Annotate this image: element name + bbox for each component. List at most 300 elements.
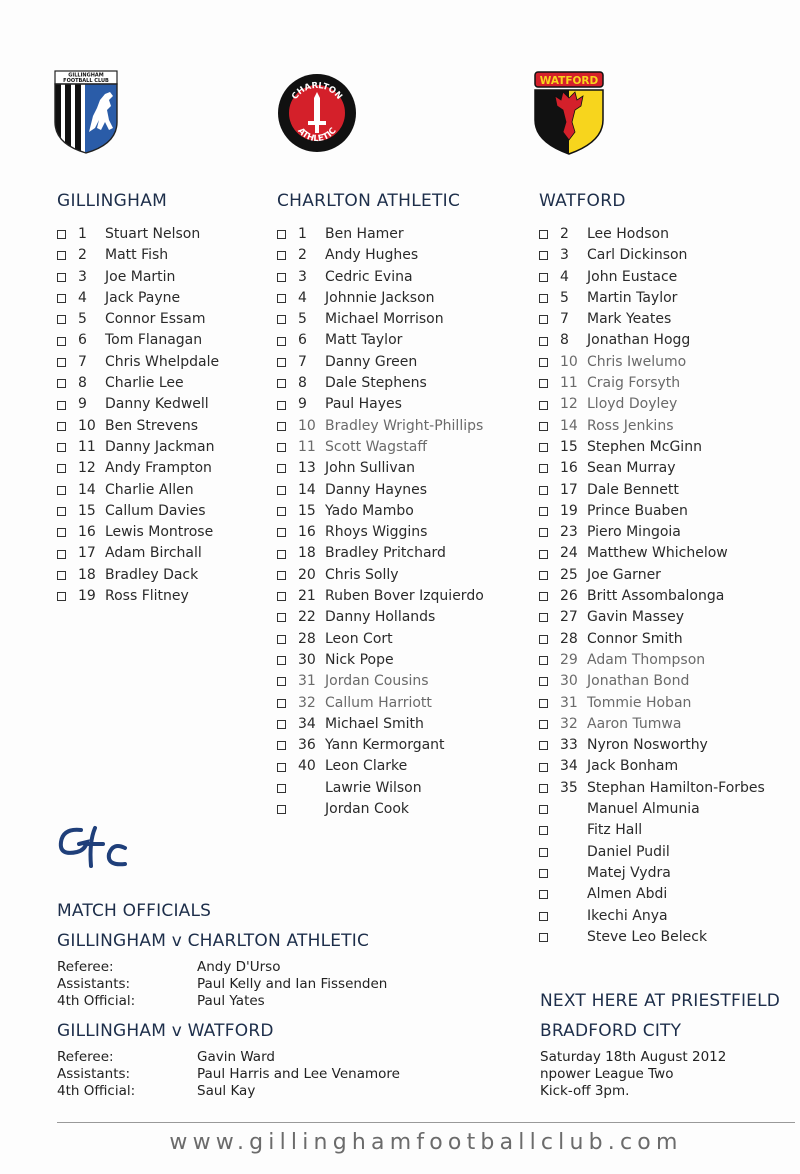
player-row — [57, 565, 219, 586]
player-number: 1 — [298, 226, 307, 242]
player-row — [277, 437, 484, 458]
player-checkbox[interactable] — [277, 677, 286, 686]
player-name: Adam Birchall — [105, 545, 202, 562]
player-row — [539, 330, 765, 351]
player-checkbox[interactable] — [57, 337, 66, 346]
player-checkbox[interactable] — [277, 315, 286, 324]
player-name: Jonathan Bond — [587, 673, 690, 690]
official-name: Paul Harris and Lee Venamore — [197, 1066, 400, 1082]
player-name: Steve Leo Beleck — [587, 928, 708, 945]
player-row — [539, 245, 765, 266]
player-name: Chris Solly — [325, 566, 399, 583]
player-name: Fitz Hall — [587, 822, 643, 839]
player-number: 27 — [560, 609, 578, 626]
player-checkbox[interactable] — [539, 422, 548, 431]
player-checkbox[interactable] — [539, 315, 548, 324]
player-row — [277, 799, 484, 820]
player-number: 19 — [78, 588, 96, 605]
player-name: Michael Morrison — [325, 311, 444, 328]
player-checkbox[interactable] — [277, 550, 286, 559]
player-row — [539, 735, 765, 756]
player-name: Jordan Cousins — [325, 673, 429, 690]
next-match-heading: NEXT HERE AT PRIESTFIELD — [540, 991, 781, 1011]
player-name: Ruben Bover Izquierdo — [325, 588, 484, 605]
player-name: Joe Martin — [105, 268, 176, 285]
svg-text:FOOTBALL CLUB: FOOTBALL CLUB — [63, 78, 109, 84]
player-number: 2 — [560, 226, 569, 242]
player-number: 5 — [78, 311, 87, 328]
player-checkbox[interactable] — [539, 699, 548, 708]
player-name: Aaron Tumwa — [587, 715, 682, 732]
player-checkbox[interactable] — [539, 571, 548, 580]
svg-text:ATHLETIC: ATHLETIC — [295, 126, 339, 145]
player-name: Connor Smith — [587, 630, 683, 647]
official-name: Gavin Ward — [197, 1049, 275, 1065]
player-checkbox[interactable] — [539, 358, 548, 367]
player-row — [277, 245, 484, 266]
player-name: Gavin Massey — [587, 609, 685, 626]
player-name: Matej Vydra — [587, 864, 671, 881]
player-checkbox[interactable] — [539, 550, 548, 559]
player-row — [57, 394, 219, 415]
player-name: John Sullivan — [325, 460, 416, 477]
player-name: Daniel Pudil — [587, 843, 670, 860]
player-number: 9 — [78, 396, 87, 413]
player-number: 29 — [560, 651, 578, 668]
player-checkbox[interactable] — [277, 230, 286, 239]
player-name: Sean Murray — [587, 460, 676, 477]
player-row — [539, 778, 765, 799]
player-name: Britt Assombalonga — [587, 588, 725, 605]
player-checkbox[interactable] — [539, 805, 548, 814]
player-checkbox[interactable] — [539, 273, 548, 282]
player-row — [539, 820, 765, 841]
player-number: 40 — [298, 758, 316, 775]
player-name: Jack Payne — [105, 289, 181, 306]
match-title-gillingham-charlton: GILLINGHAM v CHARLTON ATHLETIC — [57, 931, 370, 951]
player-row — [277, 629, 484, 650]
official-name: Paul Yates — [197, 993, 265, 1009]
player-number: 15 — [78, 502, 96, 519]
player-name: Stephen McGinn — [587, 438, 702, 455]
player-row — [277, 735, 484, 756]
player-number: 7 — [560, 311, 569, 328]
player-row — [57, 267, 219, 288]
player-checkbox[interactable] — [277, 401, 286, 410]
svg-text:WATFORD: WATFORD — [539, 75, 599, 87]
player-number: 16 — [298, 524, 316, 541]
player-checkbox[interactable] — [539, 784, 548, 793]
player-checkbox[interactable] — [539, 656, 548, 665]
player-row — [277, 714, 484, 735]
player-checkbox[interactable] — [539, 464, 548, 473]
player-row — [539, 267, 765, 288]
player-name: Rhoys Wiggins — [325, 524, 428, 541]
player-name: Craig Forsyth — [587, 375, 681, 392]
player-number: 19 — [560, 502, 578, 519]
player-name: Mark Yeates — [587, 311, 672, 328]
player-row — [539, 906, 765, 927]
player-checkbox[interactable] — [539, 933, 548, 942]
player-number: 16 — [78, 524, 96, 541]
player-row — [539, 799, 765, 820]
svg-text:CHARLTON: CHARLTON — [290, 80, 344, 102]
official-row-assistants — [57, 1066, 400, 1083]
player-checkbox[interactable] — [57, 592, 66, 601]
player-row — [539, 309, 765, 330]
player-checkbox[interactable] — [539, 379, 548, 388]
player-row — [539, 288, 765, 309]
player-checkbox[interactable] — [539, 592, 548, 601]
player-name: Ben Strevens — [105, 417, 199, 434]
player-checkbox[interactable] — [539, 443, 548, 452]
player-checkbox[interactable] — [277, 592, 286, 601]
player-checkbox[interactable] — [539, 230, 548, 239]
official-role: Assistants: — [57, 1066, 131, 1082]
player-checkbox[interactable] — [57, 528, 66, 537]
player-checkbox[interactable] — [277, 464, 286, 473]
player-name: Stephan Hamilton-Forbes — [587, 779, 765, 796]
player-checkbox[interactable] — [539, 869, 548, 878]
player-checkbox[interactable] — [57, 294, 66, 303]
player-name: Nick Pope — [325, 651, 394, 668]
player-number: 3 — [298, 268, 307, 285]
player-number: 4 — [298, 289, 307, 306]
player-row — [539, 607, 765, 628]
player-checkbox[interactable] — [57, 358, 66, 367]
player-number: 17 — [78, 545, 96, 562]
player-checkbox[interactable] — [57, 401, 66, 410]
player-row — [277, 522, 484, 543]
player-checkbox[interactable] — [539, 826, 548, 835]
website-link[interactable]: www.gillinghamfootballclub.com — [169, 1130, 683, 1155]
player-checkbox[interactable] — [539, 720, 548, 729]
player-number: 30 — [298, 651, 316, 668]
player-row — [57, 352, 219, 373]
player-row — [539, 522, 765, 543]
player-checkbox[interactable] — [277, 720, 286, 729]
player-name: Chris Iwelumo — [587, 353, 687, 370]
player-number: 32 — [298, 694, 316, 711]
player-checkbox[interactable] — [277, 251, 286, 260]
player-checkbox[interactable] — [277, 443, 286, 452]
player-number: 10 — [298, 417, 316, 434]
next-match-date: Saturday 18th August 2012 — [540, 1049, 727, 1065]
player-number: 18 — [78, 566, 96, 583]
player-row — [57, 288, 219, 309]
player-checkbox[interactable] — [57, 486, 66, 495]
player-name: Dale Bennett — [587, 481, 679, 498]
player-number: 9 — [298, 396, 307, 413]
player-checkbox[interactable] — [539, 635, 548, 644]
player-number: 5 — [560, 289, 569, 306]
player-name: Tommie Hoban — [587, 694, 692, 711]
player-number: 28 — [298, 630, 316, 647]
player-checkbox[interactable] — [57, 550, 66, 559]
player-name: Danny Kedwell — [105, 396, 209, 413]
player-row — [57, 373, 219, 394]
player-checkbox[interactable] — [277, 699, 286, 708]
player-name: Paul Hayes — [325, 396, 402, 413]
player-name: Dale Stephens — [325, 375, 427, 392]
player-checkbox[interactable] — [57, 251, 66, 260]
player-checkbox[interactable] — [539, 763, 548, 772]
player-number: 21 — [298, 588, 316, 605]
player-row — [57, 458, 219, 479]
footer-divider — [57, 1122, 795, 1123]
player-name: Bradley Wright-Phillips — [325, 417, 484, 434]
player-row — [539, 373, 765, 394]
player-row — [277, 607, 484, 628]
player-number: 22 — [298, 609, 316, 626]
player-checkbox[interactable] — [277, 358, 286, 367]
player-name: Cedric Evina — [325, 268, 413, 285]
player-row — [539, 693, 765, 714]
official-role: Referee: — [57, 959, 114, 975]
official-row-fourth — [57, 993, 265, 1010]
player-number: 15 — [298, 502, 316, 519]
player-name: Michael Smith — [325, 715, 424, 732]
player-row — [539, 543, 765, 564]
team-title: WATFORD — [539, 191, 626, 211]
player-checkbox[interactable] — [277, 337, 286, 346]
player-name: Danny Haynes — [325, 481, 428, 498]
player-number: 11 — [560, 375, 578, 392]
player-row — [277, 501, 484, 522]
player-row — [277, 330, 484, 351]
player-checkbox[interactable] — [539, 677, 548, 686]
player-checkbox[interactable] — [277, 507, 286, 516]
player-checkbox[interactable] — [277, 273, 286, 282]
player-checkbox[interactable] — [277, 571, 286, 580]
player-name: Chris Whelpdale — [105, 353, 220, 370]
player-number: 8 — [298, 375, 307, 392]
player-name: John Eustace — [587, 268, 678, 285]
player-checkbox[interactable] — [539, 528, 548, 537]
player-checkbox[interactable] — [539, 401, 548, 410]
player-checkbox[interactable] — [277, 486, 286, 495]
player-checkbox[interactable] — [57, 443, 66, 452]
team-title: GILLINGHAM — [57, 191, 168, 211]
player-row — [57, 309, 219, 330]
player-checkbox[interactable] — [57, 464, 66, 473]
player-list — [539, 224, 765, 948]
player-row — [539, 884, 765, 905]
player-row — [57, 501, 219, 522]
player-row — [539, 586, 765, 607]
gfc-monogram-logo — [55, 822, 133, 872]
player-row — [57, 416, 219, 437]
player-row — [539, 224, 765, 245]
player-row — [277, 693, 484, 714]
player-number: 25 — [560, 566, 578, 583]
player-number: 4 — [560, 268, 569, 285]
player-checkbox[interactable] — [277, 528, 286, 537]
player-number: 12 — [78, 460, 96, 477]
player-row — [539, 416, 765, 437]
player-number: 4 — [78, 289, 87, 306]
watford-crest-logo — [533, 70, 605, 156]
player-row — [539, 842, 765, 863]
player-row — [57, 330, 219, 351]
player-row — [277, 394, 484, 415]
player-row — [57, 586, 219, 607]
player-number: 8 — [560, 332, 569, 349]
player-name: Yado Mambo — [325, 502, 414, 519]
player-number: 11 — [78, 438, 96, 455]
player-checkbox[interactable] — [277, 422, 286, 431]
player-checkbox[interactable] — [539, 294, 548, 303]
player-name: Piero Mingoia — [587, 524, 681, 541]
player-checkbox[interactable] — [57, 273, 66, 282]
player-name: Matt Taylor — [325, 332, 403, 349]
player-row — [277, 671, 484, 692]
official-name: Andy D'Urso — [197, 959, 281, 975]
player-name: Bradley Pritchard — [325, 545, 446, 562]
official-row-referee — [57, 959, 280, 976]
player-checkbox[interactable] — [277, 784, 286, 793]
player-number: 14 — [78, 481, 96, 498]
player-checkbox[interactable] — [277, 294, 286, 303]
player-number: 33 — [560, 737, 578, 754]
player-checkbox[interactable] — [539, 890, 548, 899]
player-checkbox[interactable] — [57, 422, 66, 431]
official-row-assistants — [57, 976, 387, 993]
next-match-competition: npower League Two — [540, 1066, 674, 1082]
player-number: 7 — [298, 353, 307, 370]
player-name: Martin Taylor — [587, 289, 678, 306]
player-row — [277, 778, 484, 799]
player-name: Leon Clarke — [325, 758, 408, 775]
player-number: 2 — [298, 247, 307, 264]
player-row — [539, 437, 765, 458]
player-number: 15 — [560, 438, 578, 455]
player-row — [539, 501, 765, 522]
team-column-watford — [539, 190, 765, 948]
player-number: 10 — [78, 417, 96, 434]
player-number: 30 — [560, 673, 578, 690]
player-name: Tom Flanagan — [105, 332, 203, 349]
player-number: 10 — [560, 353, 578, 370]
official-row-referee — [57, 1049, 275, 1066]
player-checkbox[interactable] — [277, 741, 286, 750]
player-checkbox[interactable] — [539, 486, 548, 495]
official-role: Referee: — [57, 1049, 114, 1065]
player-name: Lewis Montrose — [105, 524, 214, 541]
player-number: 7 — [78, 353, 87, 370]
player-checkbox[interactable] — [539, 613, 548, 622]
player-name: Adam Thompson — [587, 651, 706, 668]
player-name: Callum Davies — [105, 502, 206, 519]
player-number: 3 — [78, 268, 87, 285]
player-name: Ross Flitney — [105, 588, 189, 605]
player-name: Ben Hamer — [325, 226, 404, 242]
next-match-kickoff: Kick-off 3pm. — [540, 1083, 630, 1099]
player-name: Danny Jackman — [105, 438, 215, 455]
player-checkbox[interactable] — [277, 805, 286, 814]
player-number: 24 — [560, 545, 578, 562]
player-row — [277, 416, 484, 437]
player-checkbox[interactable] — [277, 379, 286, 388]
player-name: Ikechi Anya — [587, 907, 668, 924]
player-checkbox[interactable] — [539, 912, 548, 921]
player-name: Andy Hughes — [325, 247, 419, 264]
player-name: Scott Wagstaff — [325, 438, 427, 455]
player-checkbox[interactable] — [277, 763, 286, 772]
player-checkbox[interactable] — [57, 230, 66, 239]
official-name: Saul Kay — [197, 1083, 256, 1099]
svg-text:GILLINGHAM: GILLINGHAM — [68, 72, 104, 79]
player-checkbox[interactable] — [539, 337, 548, 346]
player-number: 35 — [560, 779, 578, 796]
official-role: 4th Official: — [57, 1083, 136, 1099]
player-checkbox[interactable] — [57, 507, 66, 516]
player-number: 23 — [560, 524, 578, 541]
player-row — [277, 543, 484, 564]
player-checkbox[interactable] — [57, 379, 66, 388]
player-name: Matt Fish — [105, 247, 169, 264]
player-row — [539, 394, 765, 415]
player-name: Leon Cort — [325, 630, 393, 647]
player-name: Lawrie Wilson — [325, 779, 422, 796]
player-checkbox[interactable] — [277, 613, 286, 622]
charlton-crest-logo — [276, 72, 358, 154]
player-number: 14 — [560, 417, 578, 434]
player-checkbox[interactable] — [539, 848, 548, 857]
player-number: 20 — [298, 566, 316, 583]
player-number: 12 — [560, 396, 578, 413]
player-number: 28 — [560, 630, 578, 647]
player-row — [539, 756, 765, 777]
player-name: Bradley Dack — [105, 566, 199, 583]
player-checkbox[interactable] — [277, 656, 286, 665]
player-name: Jordan Cook — [325, 801, 410, 818]
gillingham-crest-logo — [53, 70, 119, 154]
player-row — [539, 714, 765, 735]
player-row — [539, 458, 765, 479]
player-number: 1 — [78, 226, 87, 242]
player-number: 8 — [78, 375, 87, 392]
player-name: Danny Green — [325, 353, 418, 370]
player-number: 6 — [298, 332, 307, 349]
player-row — [277, 267, 484, 288]
player-row — [277, 480, 484, 501]
player-checkbox[interactable] — [57, 315, 66, 324]
player-number: 36 — [298, 737, 316, 754]
player-row — [277, 352, 484, 373]
player-checkbox[interactable] — [277, 635, 286, 644]
player-number: 16 — [560, 460, 578, 477]
team-title: CHARLTON ATHLETIC — [277, 191, 461, 211]
player-row — [277, 224, 484, 245]
player-number: 18 — [298, 545, 316, 562]
player-number: 32 — [560, 715, 578, 732]
player-checkbox[interactable] — [539, 251, 548, 260]
player-row — [277, 565, 484, 586]
player-checkbox[interactable] — [539, 741, 548, 750]
player-row — [539, 671, 765, 692]
official-role: Assistants: — [57, 976, 131, 992]
player-name: Jack Bonham — [587, 758, 679, 775]
player-row — [539, 629, 765, 650]
player-number: 14 — [298, 481, 316, 498]
player-number: 26 — [560, 588, 578, 605]
player-checkbox[interactable] — [57, 571, 66, 580]
player-row — [539, 480, 765, 501]
player-row — [277, 288, 484, 309]
player-checkbox[interactable] — [539, 507, 548, 516]
player-name: Carl Dickinson — [587, 247, 688, 264]
